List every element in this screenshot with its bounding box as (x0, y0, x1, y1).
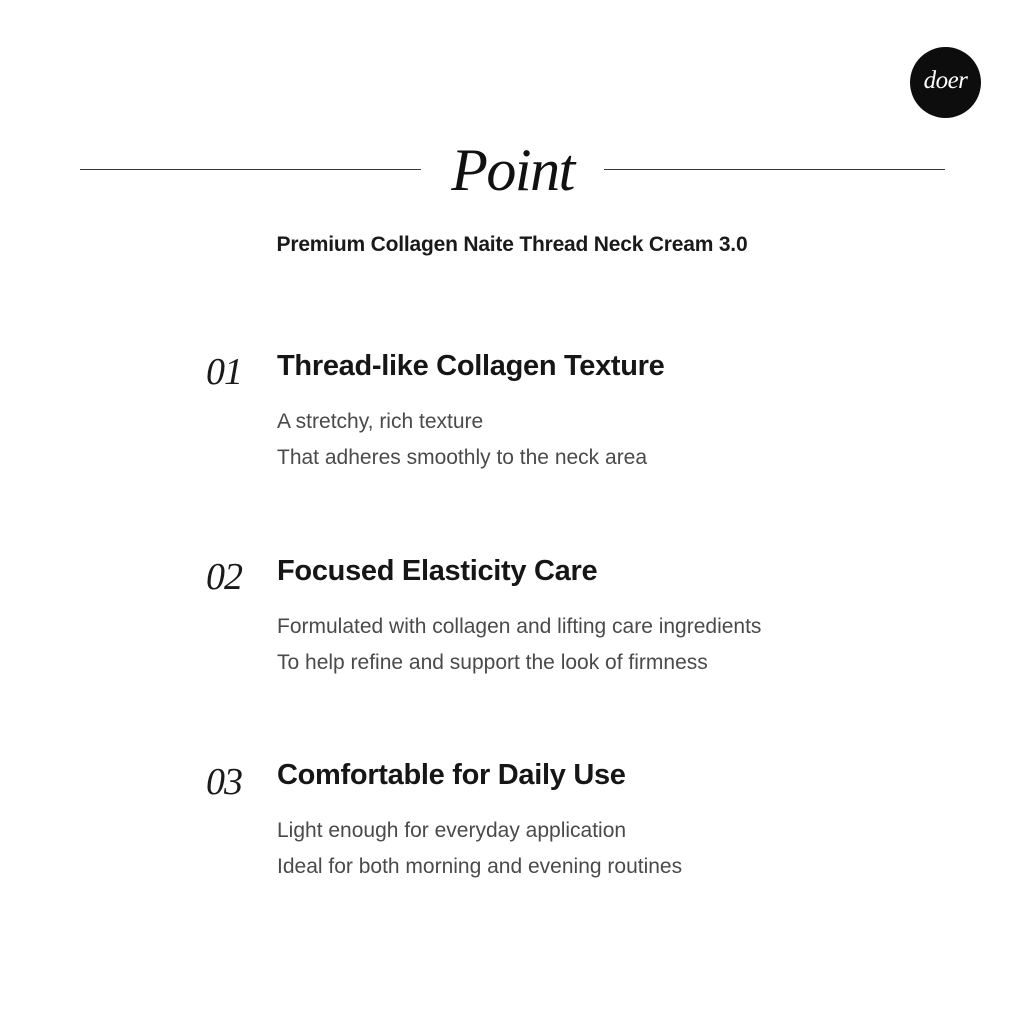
point-description-line: Formulated with collagen and lifting care ingredients (277, 615, 762, 638)
point-number: 01 (206, 351, 242, 393)
point-description-line: Light enough for everyday application (277, 819, 627, 842)
title-divider-left (80, 169, 421, 170)
brand-logo-text: doer (923, 67, 968, 94)
point-description (277, 609, 761, 681)
point-heading: Focused Elasticity Care (277, 555, 598, 587)
point-description-line: That adheres smoothly to the neck area (277, 446, 648, 469)
point-number: 03 (206, 761, 242, 803)
page-title: Point (451, 137, 574, 203)
product-name: Premium Collagen Naite Thread Neck Cream 3.0 (276, 233, 748, 256)
point-description (277, 404, 647, 476)
point-number: 02 (206, 556, 242, 598)
point-heading: Comfortable for Daily Use (277, 759, 626, 791)
point-description-line: A stretchy, rich texture (277, 410, 484, 433)
point-description-line: To help refine and support the look of firmness (277, 651, 708, 674)
brand-logo (910, 47, 981, 118)
point-description-line: Ideal for both morning and evening routines (277, 855, 683, 878)
title-divider-right (604, 169, 945, 170)
point-heading: Thread-like Collagen Texture (277, 350, 665, 382)
point-description (277, 813, 682, 885)
